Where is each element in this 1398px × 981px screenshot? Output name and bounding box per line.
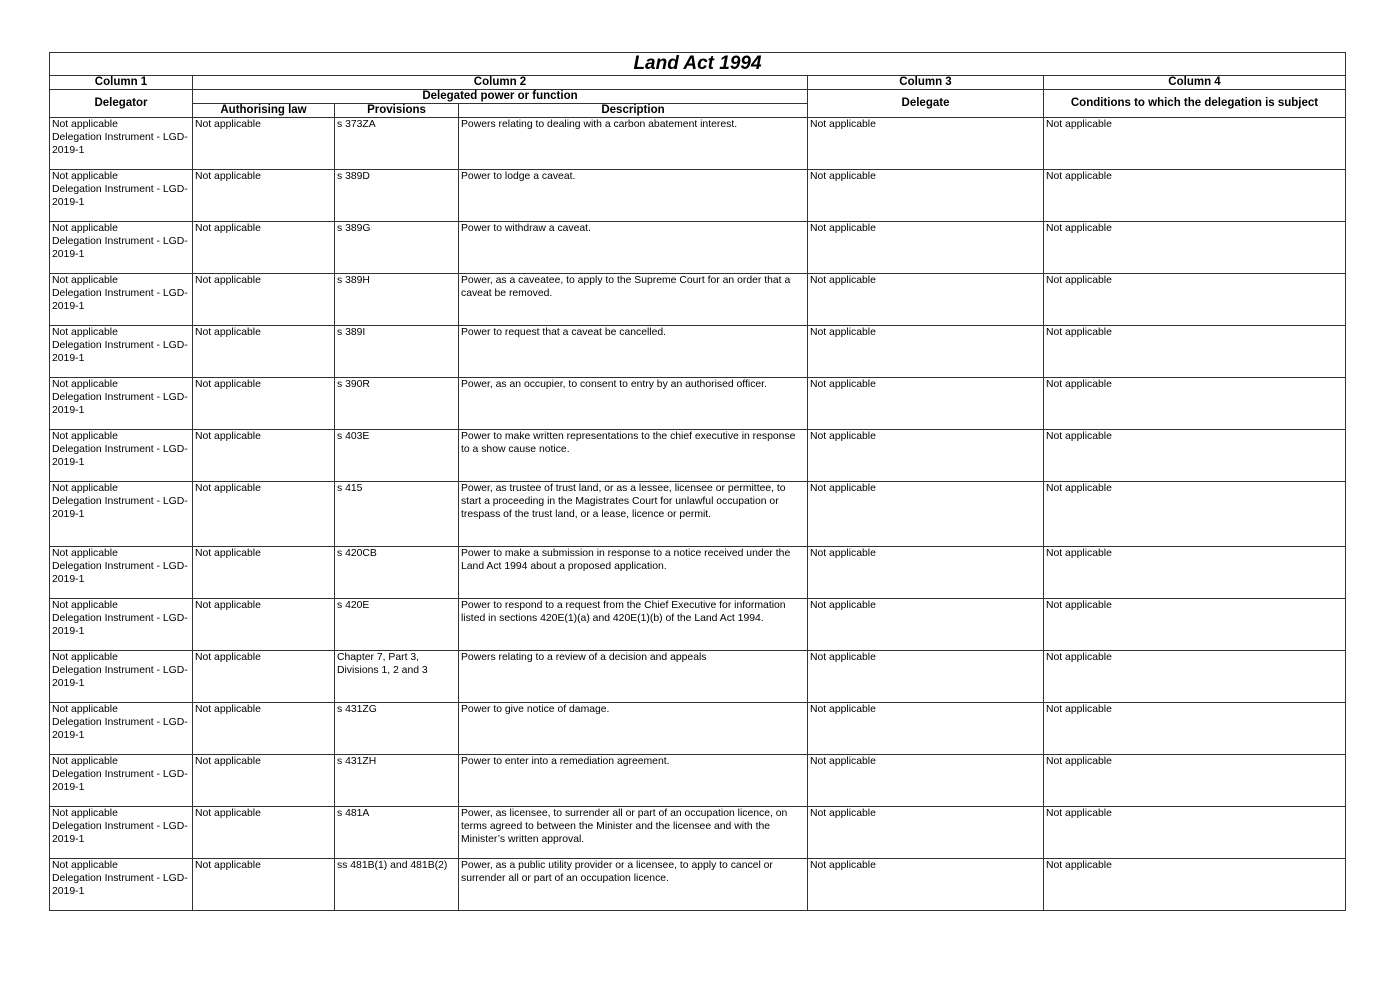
delegator-value: Not applicable [52, 600, 118, 611]
table-row [50, 274, 1346, 326]
description-cell: Power, as a public utility provider or a licensee, to apply to cancel or surrender all or part of an occupation licence. [459, 859, 808, 911]
column-number-row [50, 76, 1346, 90]
delegate-cell: Not applicable [808, 118, 1044, 170]
description-cell: Power to enter into a remediation agreement. [459, 755, 808, 807]
table-row [50, 651, 1346, 703]
authorising-law-cell: Not applicable [193, 378, 335, 430]
delegated-power-header: Delegated power or function [193, 90, 808, 104]
delegator-cell [50, 482, 193, 547]
table-row [50, 326, 1346, 378]
table-row [50, 118, 1346, 170]
provisions-cell: s 389H [335, 274, 459, 326]
delegate-cell: Not applicable [808, 274, 1044, 326]
delegate-cell: Not applicable [808, 170, 1044, 222]
delegator-value: Not applicable [52, 275, 118, 286]
conditions-cell: Not applicable [1044, 170, 1346, 222]
delegate-cell: Not applicable [808, 326, 1044, 378]
description-cell: Power to request that a caveat be cancelled. [459, 326, 808, 378]
delegator-cell [50, 859, 193, 911]
delegation-instrument-ref: Delegation Instrument - LGD-2019-1 [52, 821, 188, 845]
authorising-law-cell: Not applicable [193, 118, 335, 170]
provisions-cell: s 431ZH [335, 755, 459, 807]
delegate-cell: Not applicable [808, 430, 1044, 482]
delegation-instrument-ref: Delegation Instrument - LGD-2019-1 [52, 288, 188, 312]
delegation-instrument-ref: Delegation Instrument - LGD-2019-1 [52, 769, 188, 793]
description-cell: Power to withdraw a caveat. [459, 222, 808, 274]
description-cell: Power, as trustee of trust land, or as a lessee, licensee or permittee, to start a proceeding in the Magistrates Court for unlawful occupation or trespass of the trust land, or a lease, licence or permit. [459, 482, 808, 547]
description-cell: Powers relating to a review of a decision and appeals [459, 651, 808, 703]
provisions-cell: s 403E [335, 430, 459, 482]
delegate-cell: Not applicable [808, 807, 1044, 859]
table-row [50, 170, 1346, 222]
delegation-instrument-ref: Delegation Instrument - LGD-2019-1 [52, 444, 188, 468]
delegator-cell [50, 651, 193, 703]
delegator-value: Not applicable [52, 379, 118, 390]
delegator-value: Not applicable [52, 808, 118, 819]
conditions-cell: Not applicable [1044, 755, 1346, 807]
delegator-cell [50, 326, 193, 378]
description-cell: Powers relating to dealing with a carbon abatement interest. [459, 118, 808, 170]
delegator-value: Not applicable [52, 483, 118, 494]
delegator-cell [50, 274, 193, 326]
delegator-value: Not applicable [52, 223, 118, 234]
provisions-cell: s 373ZA [335, 118, 459, 170]
authorising-law-cell: Not applicable [193, 430, 335, 482]
delegator-cell [50, 703, 193, 755]
authorising-law-cell: Not applicable [193, 482, 335, 547]
conditions-cell: Not applicable [1044, 859, 1346, 911]
table-row [50, 482, 1346, 547]
delegate-cell: Not applicable [808, 599, 1044, 651]
table-row [50, 547, 1346, 599]
table-row [50, 599, 1346, 651]
provisions-cell: s 481A [335, 807, 459, 859]
delegation-instrument-ref: Delegation Instrument - LGD-2019-1 [52, 873, 188, 897]
delegate-cell: Not applicable [808, 378, 1044, 430]
authorising-law-cell: Not applicable [193, 859, 335, 911]
conditions-cell: Not applicable [1044, 274, 1346, 326]
column-4-label: Column 4 [1044, 76, 1346, 90]
authorising-law-cell: Not applicable [193, 222, 335, 274]
delegation-instrument-ref: Delegation Instrument - LGD-2019-1 [52, 340, 188, 364]
provisions-cell: s 431ZG [335, 703, 459, 755]
delegator-value: Not applicable [52, 652, 118, 663]
delegation-instrument-ref: Delegation Instrument - LGD-2019-1 [52, 184, 188, 208]
provisions-cell: s 415 [335, 482, 459, 547]
provisions-cell: s 390R [335, 378, 459, 430]
conditions-cell: Not applicable [1044, 118, 1346, 170]
provisions-cell: s 420E [335, 599, 459, 651]
delegator-value: Not applicable [52, 119, 118, 130]
delegation-instrument-ref: Delegation Instrument - LGD-2019-1 [52, 236, 188, 260]
provisions-header: Provisions [335, 104, 459, 118]
provisions-cell: ss 481B(1) and 481B(2) [335, 859, 459, 911]
table-row [50, 703, 1346, 755]
conditions-cell: Not applicable [1044, 807, 1346, 859]
authorising-law-cell: Not applicable [193, 599, 335, 651]
conditions-cell: Not applicable [1044, 703, 1346, 755]
table-row [50, 222, 1346, 274]
description-cell: Power to give notice of damage. [459, 703, 808, 755]
description-cell: Power to make written representations to the chief executive in response to a show cause notice. [459, 430, 808, 482]
description-cell: Power, as an occupier, to consent to entry by an authorised officer. [459, 378, 808, 430]
authorising-law-cell: Not applicable [193, 807, 335, 859]
conditions-cell: Not applicable [1044, 651, 1346, 703]
delegator-value: Not applicable [52, 327, 118, 338]
conditions-cell: Not applicable [1044, 326, 1346, 378]
table-row [50, 755, 1346, 807]
provisions-cell: s 389I [335, 326, 459, 378]
delegator-value: Not applicable [52, 704, 118, 715]
delegation-instrument-ref: Delegation Instrument - LGD-2019-1 [52, 717, 188, 741]
column-1-label: Column 1 [50, 76, 193, 90]
header-row-1 [50, 90, 1346, 104]
delegation-instrument-ref: Delegation Instrument - LGD-2019-1 [52, 392, 188, 416]
delegate-cell: Not applicable [808, 859, 1044, 911]
delegate-header: Delegate [808, 90, 1044, 118]
description-cell: Power to make a submission in response to a notice received under the Land Act 1994 about a proposed application. [459, 547, 808, 599]
table-row [50, 378, 1346, 430]
delegate-cell: Not applicable [808, 755, 1044, 807]
delegator-header: Delegator [50, 90, 193, 118]
table-title: Land Act 1994 [50, 53, 1346, 76]
delegation-table [49, 52, 1346, 911]
delegation-instrument-ref: Delegation Instrument - LGD-2019-1 [52, 496, 188, 520]
column-2-label: Column 2 [193, 76, 808, 90]
delegator-value: Not applicable [52, 756, 118, 767]
authorising-law-cell: Not applicable [193, 274, 335, 326]
description-cell: Power to respond to a request from the Chief Executive for information listed in sections 420E(1)(a) and 420E(1)(b) of the Land Act 1994. [459, 599, 808, 651]
delegator-value: Not applicable [52, 548, 118, 559]
description-cell: Power, as a caveatee, to apply to the Supreme Court for an order that a caveat be removed. [459, 274, 808, 326]
table-row [50, 859, 1346, 911]
delegate-cell: Not applicable [808, 547, 1044, 599]
delegator-value: Not applicable [52, 431, 118, 442]
authorising-law-cell: Not applicable [193, 326, 335, 378]
delegator-cell [50, 755, 193, 807]
delegation-instrument-ref: Delegation Instrument - LGD-2019-1 [52, 613, 188, 637]
conditions-cell: Not applicable [1044, 430, 1346, 482]
provisions-cell: s 420CB [335, 547, 459, 599]
delegator-cell [50, 430, 193, 482]
delegate-cell: Not applicable [808, 651, 1044, 703]
delegator-cell [50, 170, 193, 222]
authorising-law-cell: Not applicable [193, 651, 335, 703]
delegate-cell: Not applicable [808, 482, 1044, 547]
table-row [50, 807, 1346, 859]
conditions-cell: Not applicable [1044, 547, 1346, 599]
delegator-cell [50, 378, 193, 430]
delegator-cell [50, 222, 193, 274]
provisions-cell: s 389G [335, 222, 459, 274]
delegation-instrument-ref: Delegation Instrument - LGD-2019-1 [52, 561, 188, 585]
description-header: Description [459, 104, 808, 118]
delegator-cell [50, 118, 193, 170]
authorising-law-header: Authorising law [193, 104, 335, 118]
conditions-cell: Not applicable [1044, 599, 1346, 651]
authorising-law-cell: Not applicable [193, 703, 335, 755]
conditions-cell: Not applicable [1044, 378, 1346, 430]
delegation-instrument-ref: Delegation Instrument - LGD-2019-1 [52, 132, 188, 156]
delegator-cell [50, 547, 193, 599]
description-cell: Power, as licensee, to surrender all or part of an occupation licence, on terms agreed to between the Minister and the licensee and with the Minister’s written approval. [459, 807, 808, 859]
delegator-cell [50, 807, 193, 859]
title-row [50, 53, 1346, 76]
delegate-cell: Not applicable [808, 222, 1044, 274]
conditions-cell: Not applicable [1044, 482, 1346, 547]
authorising-law-cell: Not applicable [193, 755, 335, 807]
delegator-cell [50, 599, 193, 651]
delegator-value: Not applicable [52, 171, 118, 182]
table-row [50, 430, 1346, 482]
conditions-cell: Not applicable [1044, 222, 1346, 274]
delegate-cell: Not applicable [808, 703, 1044, 755]
description-cell: Power to lodge a caveat. [459, 170, 808, 222]
delegator-value: Not applicable [52, 860, 118, 871]
authorising-law-cell: Not applicable [193, 170, 335, 222]
provisions-cell: Chapter 7, Part 3, Divisions 1, 2 and 3 [335, 651, 459, 703]
delegation-instrument-ref: Delegation Instrument - LGD-2019-1 [52, 665, 188, 689]
column-3-label: Column 3 [808, 76, 1044, 90]
conditions-header: Conditions to which the delegation is subject [1044, 90, 1346, 118]
provisions-cell: s 389D [335, 170, 459, 222]
authorising-law-cell: Not applicable [193, 547, 335, 599]
